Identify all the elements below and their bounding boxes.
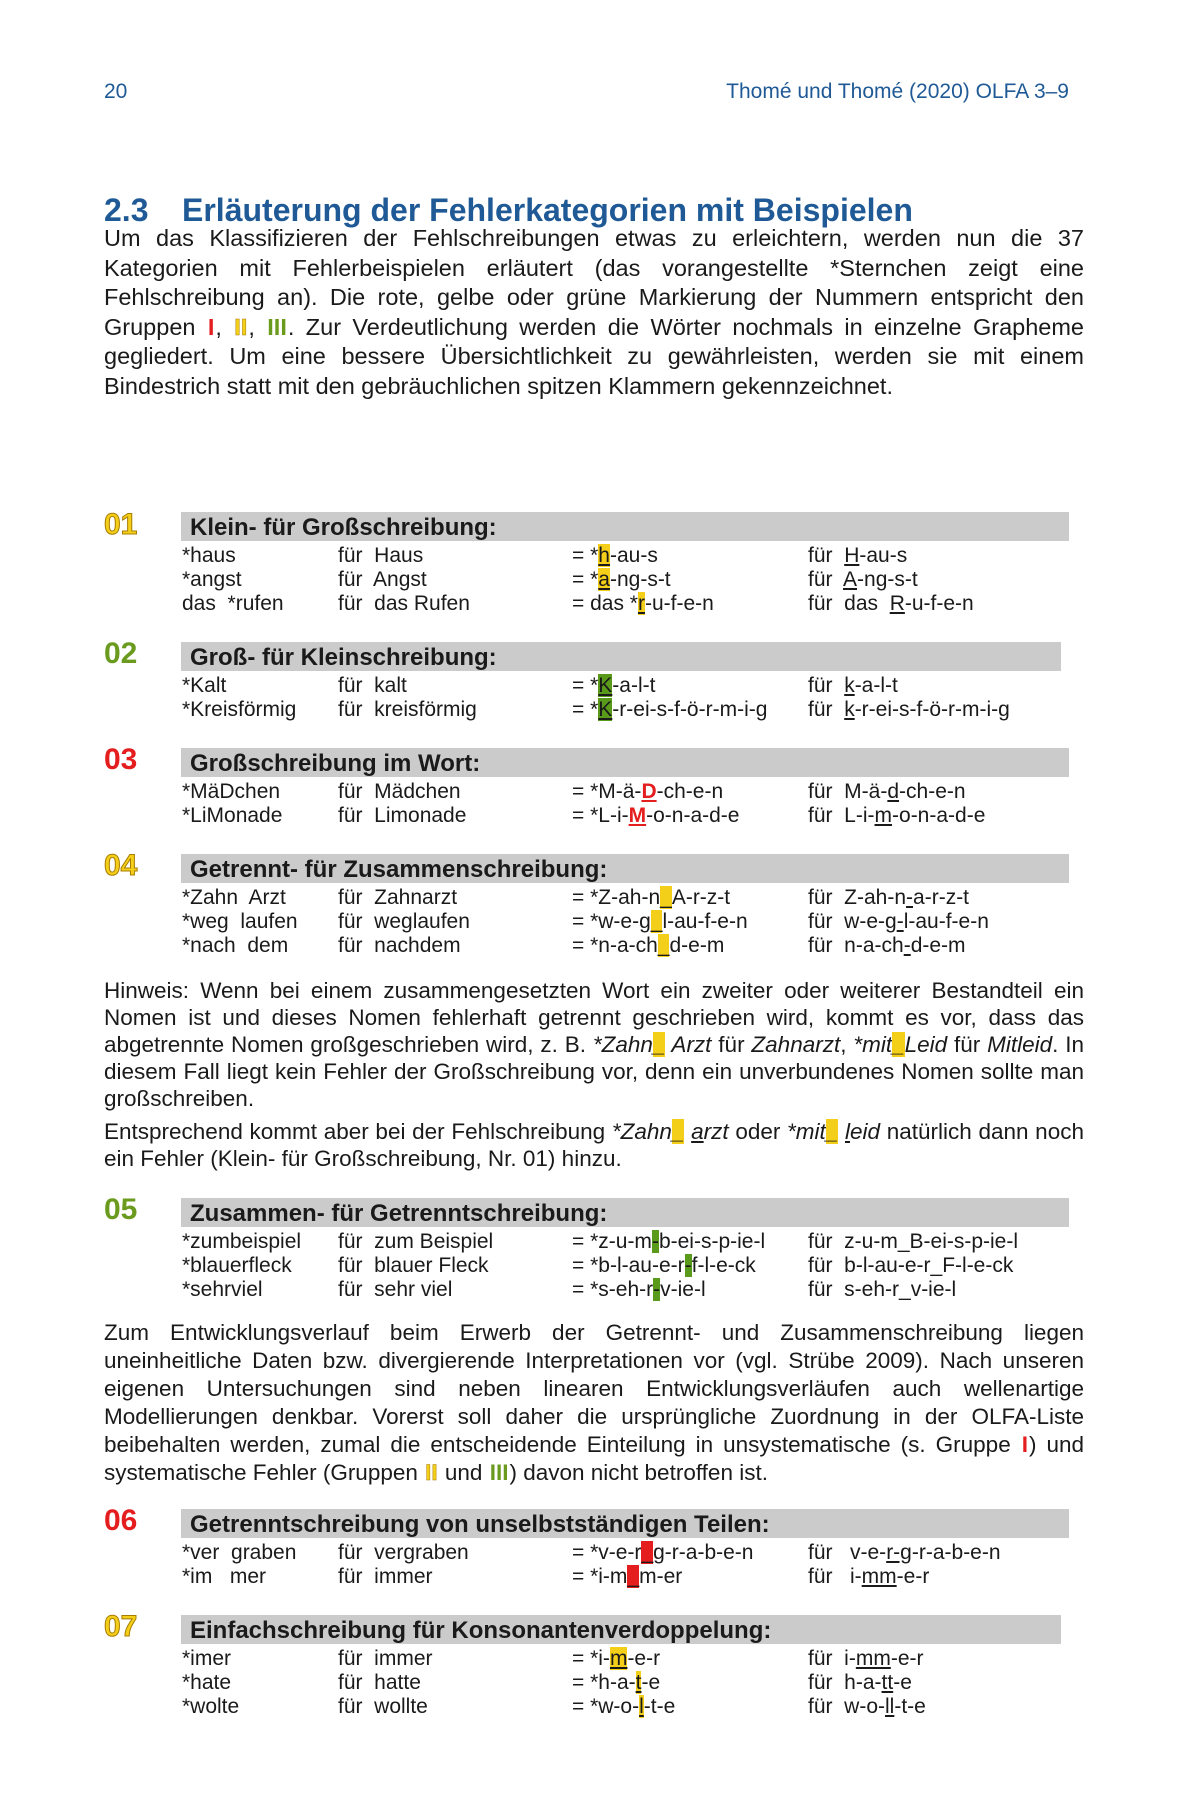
category-title-07: Einfachschreibung für Konsonantenverdoppelung:	[181, 1615, 1061, 1644]
intro-sep-1: ,	[215, 313, 222, 340]
category-number-05: 05	[104, 1193, 138, 1226]
intro-paragraph	[104, 224, 1084, 401]
intro-text-2: . Zur Verdeutlichung werden die Wörter nochmals in einzelne Grapheme gegliedert. Um eine bessere Übersichtlichkeit zu gewährleisten, werden sie mit einem Bindestrich statt mit den gebräuchlichen spitzen Klammern gekennzeichnet.	[104, 313, 1084, 399]
table-row: *im mer für immer = *i-m_m-er für i-mm-e-r	[182, 1565, 930, 1588]
category-title-03: Großschreibung im Wort:	[181, 748, 1069, 777]
table-row: *Kalt für kalt = *K-a-l-t für k-a-l-t	[182, 674, 898, 697]
table-row: *MäDchen für Mädchen = *M-ä-D-ch-e-n für M-ä-d-ch-e-n	[182, 780, 966, 803]
category-number-06: 06	[104, 1504, 138, 1537]
intro-sep-2: ,	[248, 313, 255, 340]
category-title-06: Getrenntschreibung von unselbstständigen Teilen:	[181, 1509, 1069, 1538]
hint-paragraph: Hinweis: Wenn bei einem zusammengesetzten Wort ein zweiter oder weiterer Bestandteil ein Nomen ist und dieses Nomen fehlerhaft getrennt geschrieben wird, kommt es vor, dass das abgetrennte Nomen großgeschrieben wird, z. B. *Zahn_ Arzt für Zahnarzt, *mit_Leid für Mitleid. In diesem Fall liegt kein Fehler der Großschreibung vor, denn ein unverbundenes Nomen sollte man großschreiben.	[104, 978, 1085, 1111]
category-title-04: Getrennt- für Zusammenschreibung:	[181, 854, 1069, 883]
table-row: das *rufen für das Rufen = das *r-u-f-e-n für das R-u-f-e-n	[182, 592, 974, 615]
category-title-02: Groß- für Kleinschreibung:	[181, 642, 1061, 671]
hint-paragraph-2: Entsprechend kommt aber bei der Fehlschreibung *Zahn_ arzt oder *mit_ leid natürlich dann noch ein Fehler (Klein- für Großschreibung, Nr. 01) hinzu.	[104, 1119, 1084, 1171]
table-row: *blauerfleck für blauer Fleck = *b-l-au-e-r-f-l-e-ck für b-l-au-e-r_F-l-e-ck	[182, 1254, 1014, 1277]
development-paragraph: Zum Entwicklungsverlauf beim Erwerb der Getrennt- und Zusammenschreibung liegen uneinheitliche Daten bzw. divergierende Interpretationen vor (vgl. Strübe 2009). Nach unseren eigenen Untersuchungen sind neben linearen Entwicklungsverläufen auch wellenartige Modellierungen denkbar. Vorerst soll daher die ursprüngliche Zuordnung in der OLFA-Liste beibehalten werden, zumal die entscheidende Einteilung in unsystematische (s. Gruppe I) und systematische Fehler (Gruppen II und III) davon nicht betroffen ist.	[104, 1320, 1084, 1485]
intro-text-1: Um das Klassifizieren der Fehlschreibungen etwas zu erleichtern, werden nun die 37 Kategorien mit Fehlerbeispielen erläutert (das vorangestellte *Sternchen zeigt eine Fehlschreibung an). Die rote, gelbe oder grüne Markierung der Nummern entspricht den Gruppen	[104, 225, 1084, 340]
section-title: Erläuterung der Fehlerkategorien mit Beispielen	[182, 192, 913, 228]
page-number: 20	[104, 80, 128, 103]
table-row: *Zahn Arzt für Zahnarzt = *Z-ah-n_A-r-z-t für Z-ah-n-a-r-z-t	[182, 886, 970, 909]
category-number-07: 07	[104, 1610, 138, 1643]
category-title-05: Zusammen- für Getrenntschreibung:	[181, 1198, 1069, 1227]
table-row: *sehrviel für sehr viel = *s-eh-r-v-ie-l für s-eh-r_v-ie-l	[182, 1278, 957, 1301]
category-number-02: 02	[104, 637, 138, 670]
table-row: *hate für hatte = *h-a-t-e für h-a-tt-e	[182, 1671, 912, 1694]
table-row: *Kreisförmig für kreisförmig = *K-r-ei-s-f-ö-r-m-i-g für k-r-ei-s-f-ö-r-m-i-g	[182, 698, 1010, 721]
table-row: *nach dem für nachdem = *n-a-ch_d-e-m für n-a-ch-d-e-m	[182, 934, 966, 957]
category-number-03: 03	[104, 743, 138, 776]
table-row: *zumbeispiel für zum Beispiel = *z-u-m-b-ei-s-p-ie-l für z-u-m_B-ei-s-p-ie-l	[182, 1230, 1019, 1253]
table-row: *weg laufen für weglaufen = *w-e-g_l-au-f-e-n für w-e-g-l-au-f-e-n	[182, 910, 989, 933]
table-row: *imer für immer = *i-m-e-r für i-mm-e-r	[182, 1647, 924, 1670]
category-number-04: 04	[104, 849, 138, 882]
table-row: *ver graben für vergraben = *v-e-r_g-r-a-b-e-n für v-e-r-g-r-a-b-e-n	[182, 1541, 1001, 1564]
table-row: *angst für Angst = *a-ng-s-t für A-ng-s-t	[182, 568, 918, 591]
table-row: *LiMonade für Limonade = *L-i-M-o-n-a-d-e für L-i-m-o-n-a-d-e	[182, 804, 986, 827]
table-row: *haus für Haus = *h-au-s für H-au-s	[182, 544, 908, 567]
group-tag-II: II	[234, 313, 248, 340]
section-number: 2.3	[104, 192, 149, 228]
group-tag-I: I	[207, 313, 215, 340]
table-row: *wolte für wollte = *w-o-l-t-e für w-o-ll-t-e	[182, 1695, 926, 1718]
category-number-01: 01	[104, 508, 138, 541]
group-tag-III: III	[267, 313, 287, 340]
category-title-01: Klein- für Großschreibung:	[181, 512, 1069, 541]
running-header-citation: Thomé und Thomé (2020) OLFA 3–9	[726, 80, 1069, 103]
